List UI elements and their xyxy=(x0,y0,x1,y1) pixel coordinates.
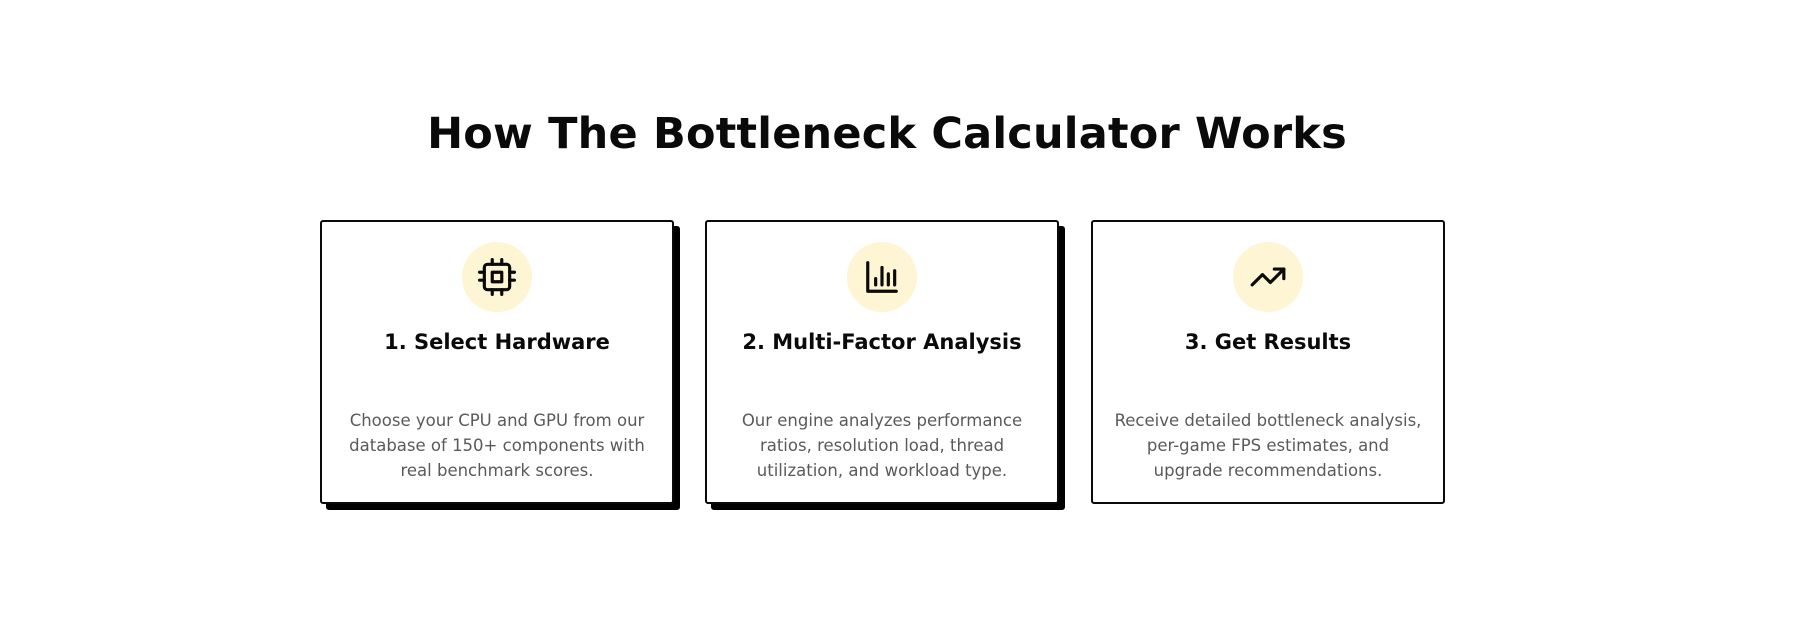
cpu-chip-icon xyxy=(478,258,516,296)
step-description: Our engine analyzes performance ratios, resolution load, thread utilization, and workload type. xyxy=(741,411,1023,480)
steps-grid xyxy=(320,220,1452,510)
step-icon-badge xyxy=(1233,242,1303,312)
step-card-get-results[interactable] xyxy=(1091,220,1445,504)
section-heading: How The Bottleneck Calculator Works xyxy=(427,109,1347,159)
step-description: Choose your CPU and GPU from our database of 150+ components with real benchmark scores. xyxy=(349,411,645,480)
trending-up-icon xyxy=(1249,258,1287,296)
step-card-multi-factor-analysis[interactable] xyxy=(705,220,1059,504)
step-description: Receive detailed bottleneck analysis, per-game FPS estimates, and upgrade recommendations. xyxy=(1114,411,1422,480)
step-title: 3. Get Results xyxy=(1184,330,1352,354)
step-title: 1. Select Hardware xyxy=(384,330,610,354)
step-icon-badge xyxy=(462,242,532,312)
bar-chart-icon xyxy=(863,258,901,296)
step-card-select-hardware[interactable] xyxy=(320,220,674,504)
step-icon-badge xyxy=(847,242,917,312)
step-title: 2. Multi-Factor Analysis xyxy=(742,330,1022,354)
